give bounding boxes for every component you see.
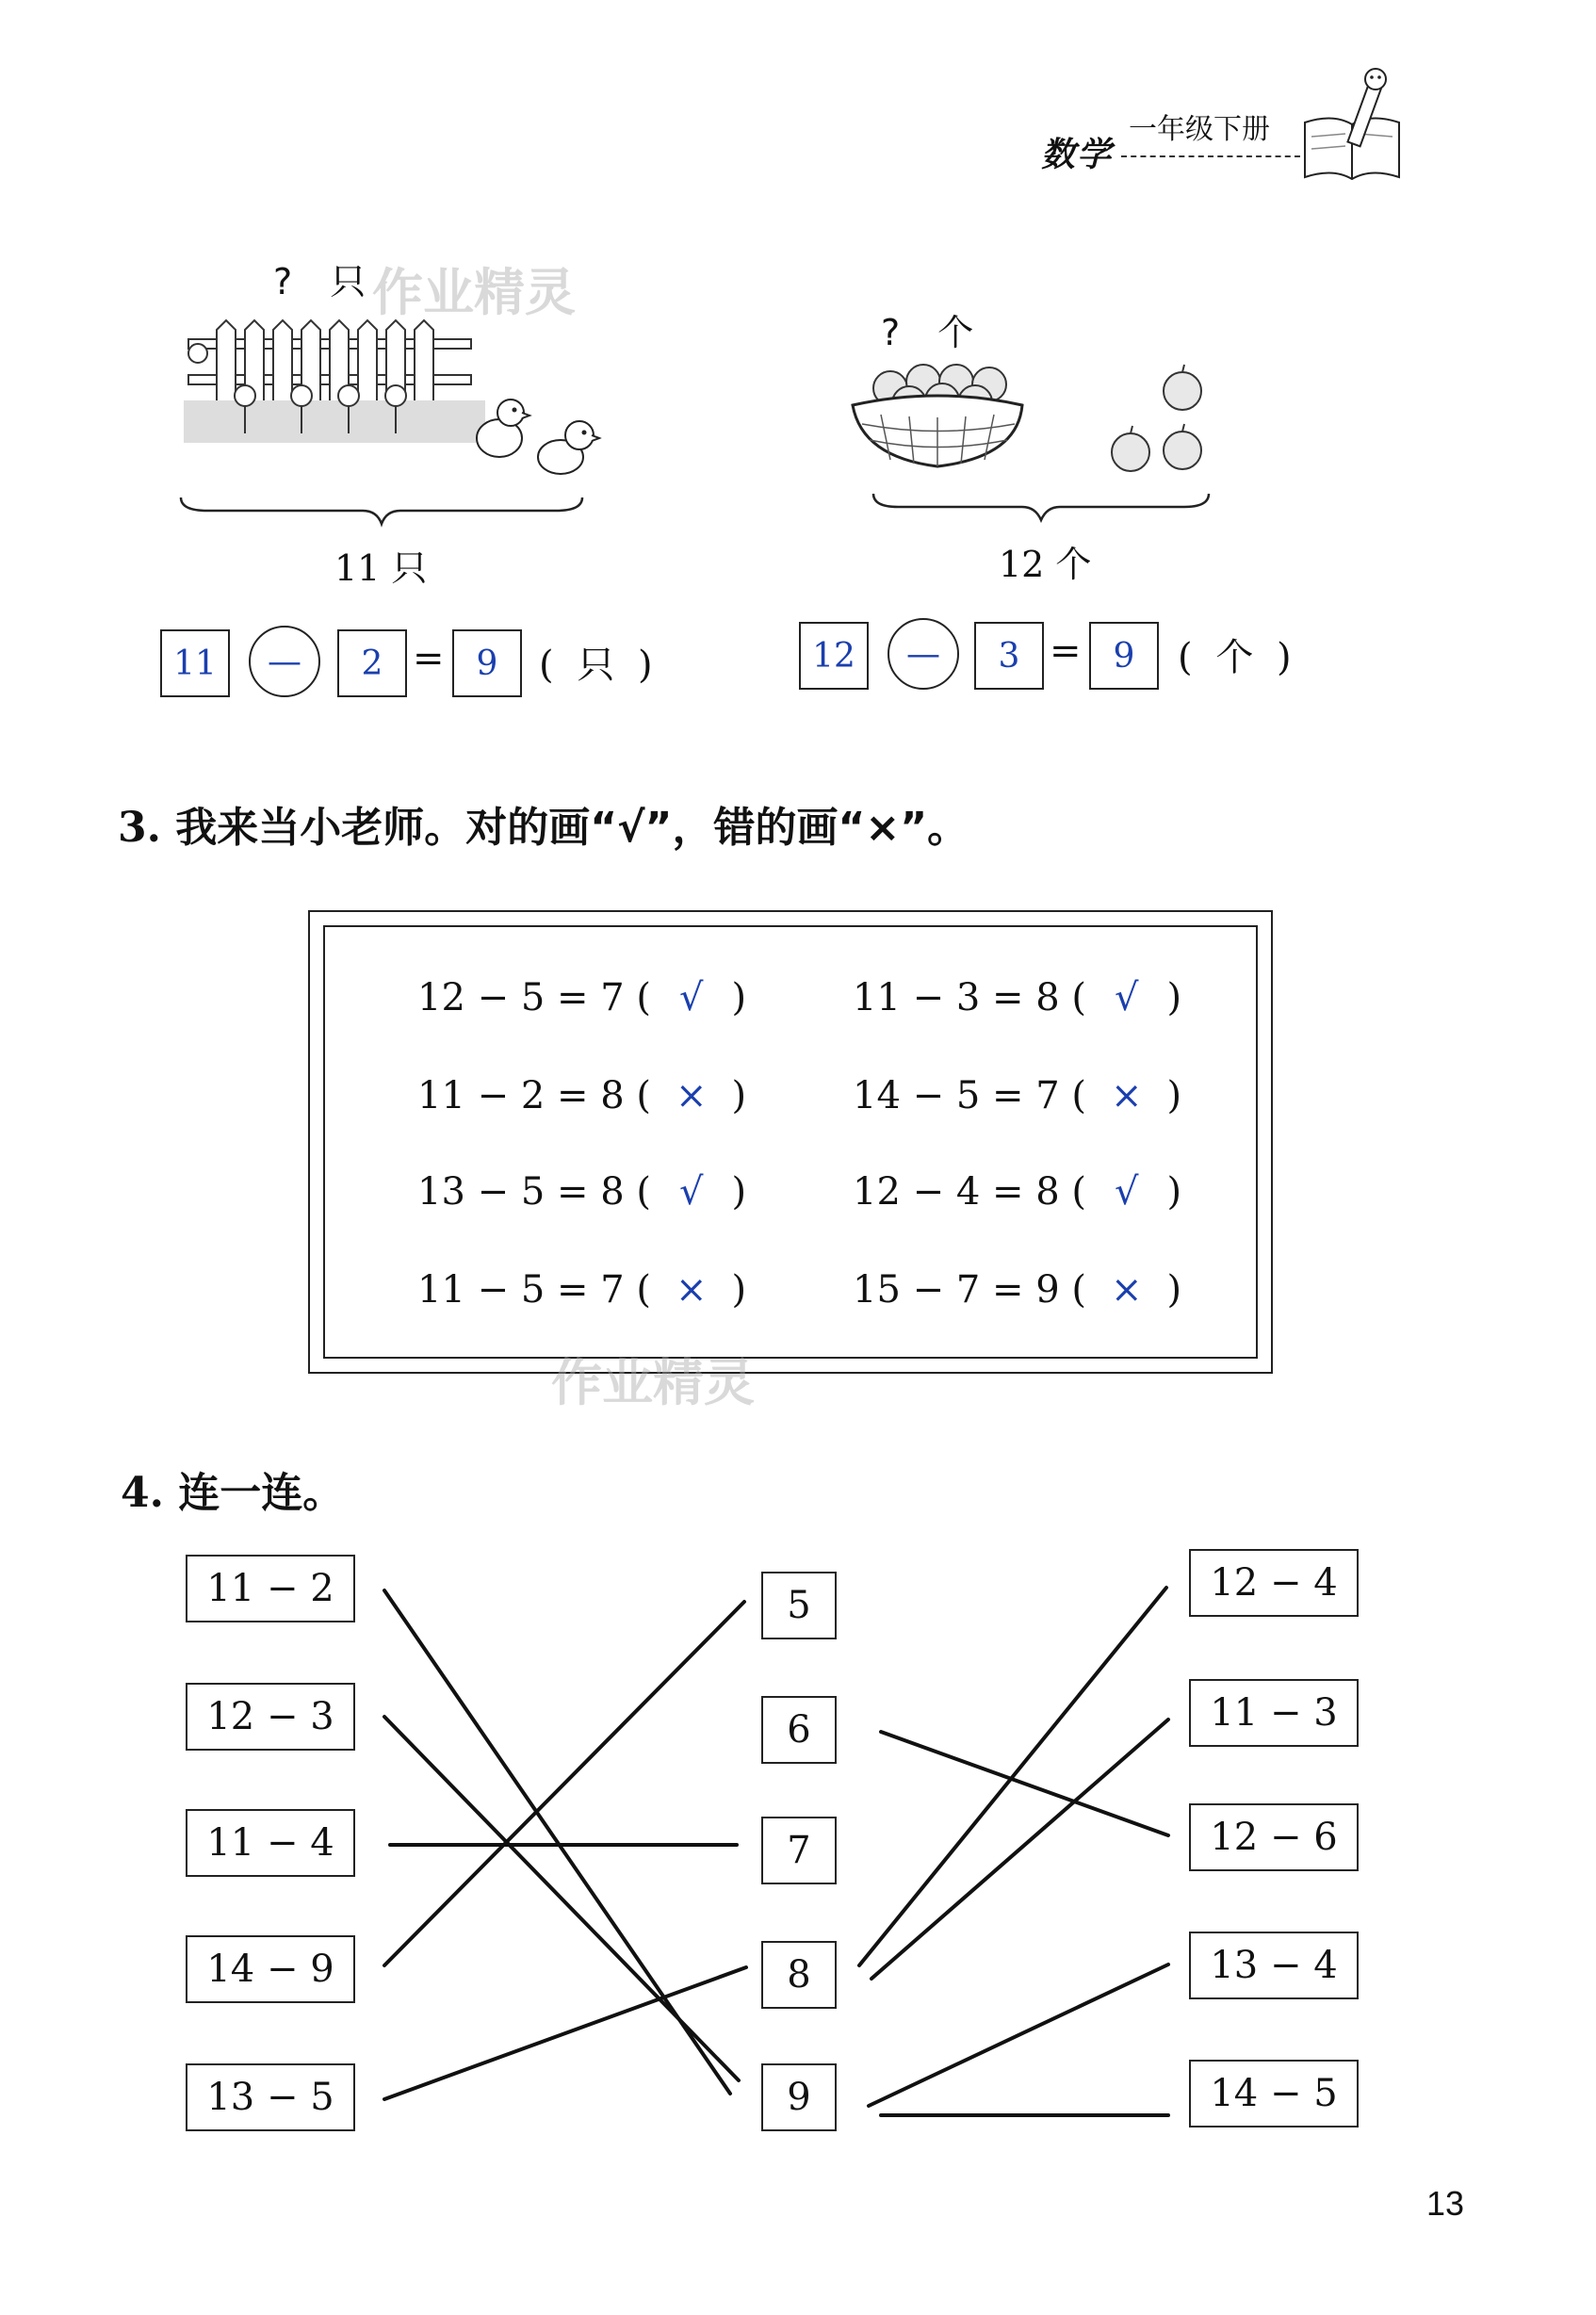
check-mark: √: [1114, 976, 1139, 1019]
right-expr-box[interactable]: 13 − 4: [1189, 1932, 1359, 1999]
left-expr-box[interactable]: 13 − 5: [186, 2063, 355, 2131]
page-number: 13: [1425, 2184, 1464, 2223]
problem-1-operator: —: [249, 626, 320, 697]
check-expr: 11 − 3 = 8: [853, 976, 1060, 1019]
problem-2-box-a: 12: [799, 622, 869, 690]
problem-1-question: ? 只: [273, 261, 380, 302]
right-expr-box[interactable]: 14 − 5: [1189, 2060, 1359, 2128]
check-mark: √: [678, 976, 704, 1019]
check-mark: ×: [675, 1074, 708, 1117]
check-expr: 15 − 7 = 9: [853, 1268, 1060, 1312]
watermark-middle: 作业精灵: [551, 1353, 755, 1412]
check-row-2-left: 11 − 2 = 8 ( × ): [417, 1074, 747, 1117]
check-mark: ×: [1110, 1268, 1143, 1312]
check-row-2-right: 14 − 5 = 7 ( × ): [853, 1074, 1182, 1117]
header-grade: 一年级下册: [1129, 113, 1270, 146]
section-4-text: 连一连。: [178, 1469, 345, 1517]
left-expr-box[interactable]: 11 − 4: [186, 1809, 355, 1877]
check-expr: 11 − 2 = 8: [417, 1074, 625, 1117]
check-row-4-right: 15 − 7 = 9 ( × ): [853, 1268, 1182, 1312]
problem-2-question: ? 个: [881, 312, 987, 353]
watermark-top: 作业精灵: [372, 263, 576, 322]
middle-number-box[interactable]: 8: [761, 1941, 837, 2009]
middle-number-box[interactable]: 6: [761, 1696, 837, 1764]
problem-1-box-c: 9: [452, 629, 522, 697]
left-expr-box[interactable]: 12 − 3: [186, 1683, 355, 1751]
line-14-9-to-5: [384, 1602, 744, 1965]
line-8-to-12-4: [859, 1588, 1166, 1965]
check-row-3-left: 13 − 5 = 8 ( √ ): [417, 1170, 747, 1214]
problem-2-unit: ( 个 ): [1178, 636, 1297, 679]
check-expr: 13 − 5 = 8: [417, 1170, 625, 1214]
problem-2-operator: —: [888, 618, 959, 690]
check-expr: 12 − 4 = 8: [853, 1170, 1060, 1214]
line-9-to-13-4: [869, 1964, 1168, 2106]
line-12-3-to-9: [384, 1717, 739, 2080]
problem-1-equals: =: [413, 637, 445, 680]
check-row-1-right: 11 − 3 = 8 ( √ ): [853, 976, 1182, 1019]
problem-1-box-b: 2: [337, 629, 407, 697]
check-row-3-right: 12 − 4 = 8 ( √ ): [853, 1170, 1182, 1214]
line-6-to-12-6: [881, 1732, 1168, 1835]
check-expr: 11 − 5 = 7: [417, 1268, 625, 1312]
problem-2-equals: =: [1050, 629, 1082, 673]
header-subject: 数学: [1041, 135, 1114, 174]
check-row-1-left: 12 − 5 = 7 ( √ ): [417, 976, 747, 1019]
check-expr: 14 − 5 = 7: [853, 1074, 1060, 1117]
problem-2-box-b: 3: [974, 622, 1044, 690]
problem-1-box-a: 11: [160, 629, 230, 697]
section-4-number: 4.: [121, 1469, 164, 1517]
section-3-number: 3.: [118, 804, 161, 852]
right-expr-box[interactable]: 12 − 6: [1189, 1803, 1359, 1871]
right-expr-box[interactable]: 11 − 3: [1189, 1679, 1359, 1747]
left-expr-box[interactable]: 14 − 9: [186, 1935, 355, 2003]
problem-1-total: 11 只: [334, 547, 428, 589]
problem-2-box-c: 9: [1089, 622, 1159, 690]
line-8-to-11-3: [871, 1720, 1168, 1979]
check-expr: 12 − 5 = 7: [417, 976, 625, 1019]
middle-number-box[interactable]: 9: [761, 2063, 837, 2131]
check-mark: ×: [1110, 1074, 1143, 1117]
section-3-text: 我来当小老师。对的画“√”，错的画“×”。: [175, 804, 969, 852]
middle-number-box[interactable]: 5: [761, 1572, 837, 1639]
problem-1-unit: ( 只 ): [539, 644, 659, 687]
check-mark: ×: [675, 1268, 708, 1312]
problem-2-total: 12 个: [999, 544, 1092, 585]
check-mark: √: [1114, 1170, 1139, 1214]
left-expr-box[interactable]: 11 − 2: [186, 1555, 355, 1622]
check-row-4-left: 11 − 5 = 7 ( × ): [417, 1268, 747, 1312]
check-mark: √: [678, 1170, 704, 1214]
right-expr-box[interactable]: 12 − 4: [1189, 1549, 1359, 1617]
middle-number-box[interactable]: 7: [761, 1817, 837, 1884]
